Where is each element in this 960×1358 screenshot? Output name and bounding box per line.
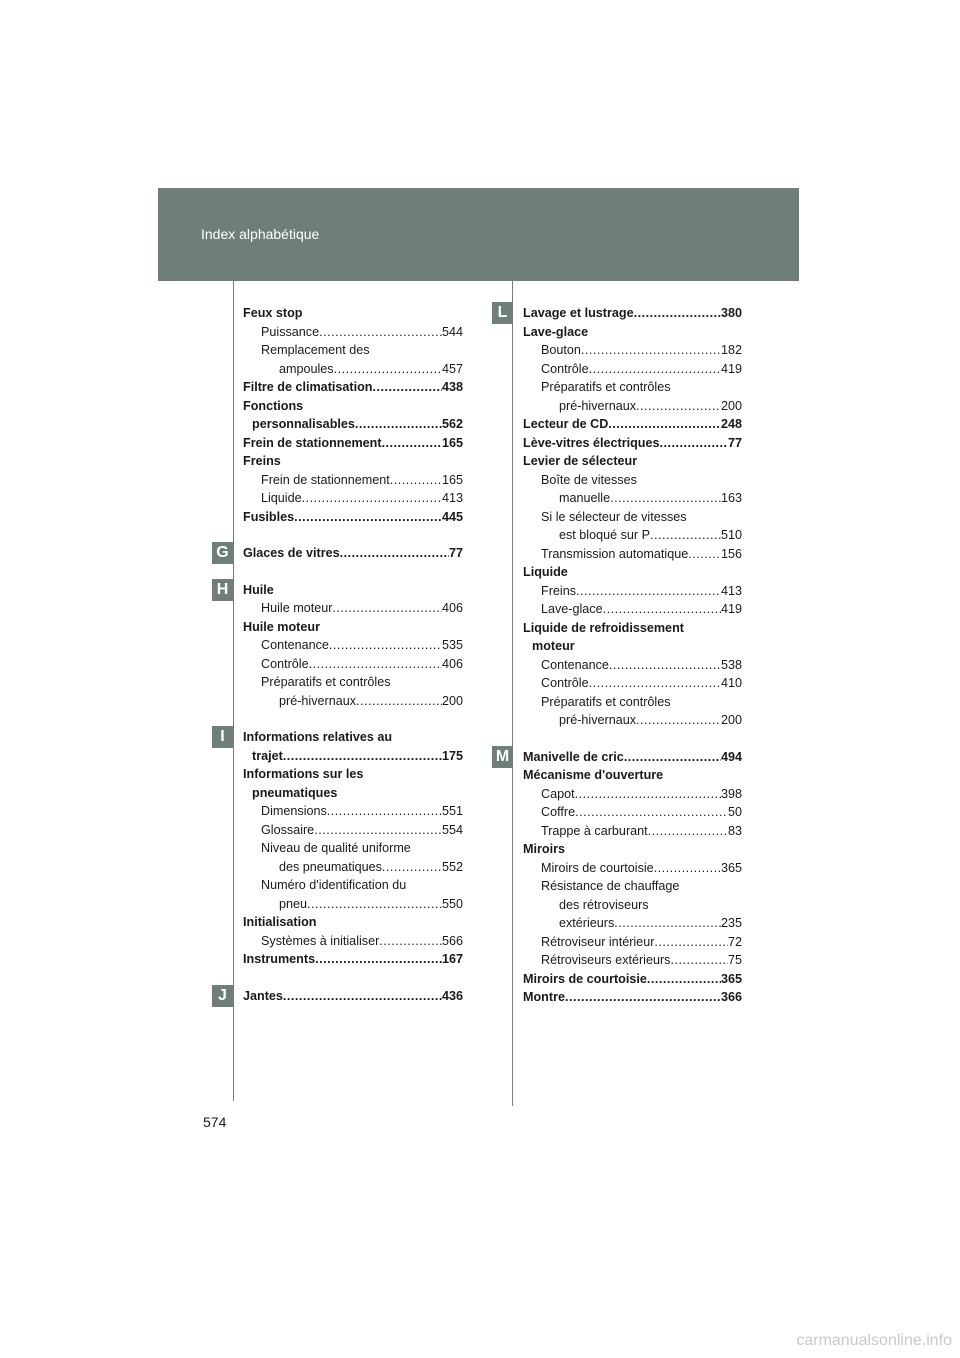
index-subentry <box>523 711 742 730</box>
entry-label: Huile moteur <box>261 601 333 615</box>
index-entry-heading <box>523 323 742 342</box>
dot-leader <box>379 932 442 951</box>
index-subentry <box>523 896 742 915</box>
dot-leader <box>372 378 442 397</box>
entry-page-number[interactable]: 156 <box>720 546 742 561</box>
dot-leader <box>581 341 721 360</box>
entry-page-number[interactable]: 163 <box>720 491 742 505</box>
entry-page-number[interactable]: 406 <box>441 656 463 671</box>
entry-label: des pneumatiques <box>279 859 382 874</box>
index-entry-heading <box>243 987 463 1006</box>
entry-page-number[interactable]: 566 <box>441 933 463 948</box>
entry-page-number[interactable]: 165 <box>441 435 463 450</box>
entry-label: Miroirs de courtoisie <box>523 971 647 986</box>
dot-leader <box>565 988 721 1007</box>
entry-page-number[interactable]: 175 <box>441 748 463 763</box>
entry-label: moteur <box>532 639 575 653</box>
entry-label: pneu <box>279 896 308 911</box>
dot-leader <box>614 914 721 933</box>
entry-label: Glossaire <box>261 822 315 837</box>
entry-page-number[interactable]: 77 <box>448 546 463 560</box>
dot-leader <box>624 748 721 767</box>
dot-leader <box>648 822 728 841</box>
entry-label: Liquide <box>523 565 568 579</box>
index-subentry <box>523 914 742 933</box>
entry-label: Jantes <box>243 988 283 1003</box>
entry-label: pré-hivernaux <box>559 713 637 727</box>
dot-leader <box>609 656 721 675</box>
dot-leader <box>654 933 728 952</box>
entry-label: Informations relatives au <box>243 730 393 744</box>
index-entry-heading <box>243 581 463 600</box>
entry-label: Liquide de refroidissement <box>523 620 684 635</box>
dot-leader <box>636 397 721 416</box>
entry-label: Frein de stationnement <box>243 435 382 450</box>
section-letter-tab-j: J <box>212 985 233 1007</box>
dot-leader <box>603 600 721 619</box>
entry-label: Contrôle <box>261 656 309 671</box>
dot-leader <box>283 747 442 766</box>
entry-page-number[interactable]: 83 <box>727 823 742 838</box>
dot-leader <box>589 360 721 379</box>
entry-label: Miroirs de courtoisie <box>541 860 654 875</box>
index-subentry <box>523 360 742 379</box>
dot-leader <box>650 526 721 545</box>
index-entry-heading <box>243 397 463 416</box>
entry-label: trajet <box>252 748 283 763</box>
entry-page-number[interactable]: 552 <box>441 859 463 874</box>
entry-label: Freins <box>541 583 576 598</box>
entry-label: Coffre <box>541 805 576 819</box>
index-entry-heading <box>243 378 463 397</box>
index-entry-heading <box>523 988 742 1007</box>
entry-page-number[interactable]: 235 <box>720 916 742 930</box>
dot-leader <box>319 323 442 342</box>
entry-label: Puissance <box>261 324 320 339</box>
index-entry-heading <box>523 637 742 656</box>
dot-leader <box>314 821 442 840</box>
dot-leader <box>382 434 442 453</box>
entry-label: Feux stop <box>243 306 303 320</box>
entry-label: Initialisation <box>243 915 317 929</box>
index-entry-heading <box>243 747 463 766</box>
index-subentry <box>523 582 742 601</box>
entry-label: Lavage et lustrage <box>523 306 634 320</box>
dot-leader <box>688 545 721 564</box>
index-subentry <box>243 932 463 951</box>
section-letter-tab-h: H <box>212 579 233 601</box>
dot-leader <box>283 987 442 1006</box>
index-entry-heading <box>243 618 463 637</box>
index-subentry <box>243 341 463 360</box>
index-subentry <box>523 859 742 878</box>
section-letter-tab-i: I <box>212 726 233 748</box>
dot-leader <box>382 858 442 877</box>
dot-leader <box>315 950 442 969</box>
entry-page-number[interactable]: 365 <box>720 860 742 875</box>
entry-label: Frein de stationnement <box>261 472 390 487</box>
index-entry-heading <box>523 840 742 859</box>
entry-page-number[interactable]: 419 <box>720 602 742 616</box>
entry-label: extérieurs <box>559 916 615 930</box>
dot-leader <box>340 544 449 563</box>
entry-label: Boîte de vitesses <box>541 472 637 487</box>
dot-leader <box>329 636 442 655</box>
entry-label: Dimensions <box>261 804 327 818</box>
index-entry-heading <box>523 748 742 767</box>
entry-label: Liquide <box>261 491 302 505</box>
dot-leader <box>670 951 728 970</box>
entry-page-number[interactable]: 50 <box>727 805 742 819</box>
index-subentry <box>523 785 742 804</box>
index-subentry <box>523 877 742 896</box>
entry-label: Systèmes à initialiser <box>261 933 380 948</box>
entry-label: Lave-glace <box>541 602 603 616</box>
entry-page-number[interactable]: 200 <box>720 713 742 727</box>
entry-label: Rétroviseurs extérieurs <box>541 953 671 967</box>
entry-label: Montre <box>523 990 565 1004</box>
index-subentry <box>243 839 463 858</box>
dot-leader <box>294 508 442 527</box>
entry-page-number[interactable]: 75 <box>727 953 742 967</box>
entry-label: pré-hivernaux <box>559 398 637 413</box>
entry-label: Si le sélecteur de vitesses <box>541 509 687 524</box>
entry-label: Fusibles <box>243 509 295 524</box>
dot-leader <box>327 802 442 821</box>
entry-label: Résistance de chauffage <box>541 879 680 893</box>
index-subentry <box>523 600 742 619</box>
entry-page-number[interactable]: 494 <box>720 749 742 764</box>
index-subentry <box>243 471 463 490</box>
left-margin-rule <box>233 281 234 1101</box>
index-subentry <box>243 858 463 877</box>
entry-label: Mécanisme d'ouverture <box>523 768 664 782</box>
entry-label: manuelle <box>559 491 611 505</box>
entry-label: ampoules <box>279 361 334 376</box>
entry-label: est bloqué sur P <box>559 528 651 542</box>
index-subentry <box>243 673 463 692</box>
entry-page-number[interactable]: 200 <box>720 398 742 413</box>
index-subentry <box>243 360 463 379</box>
index-entry-heading <box>523 619 742 638</box>
entry-label: Niveau de qualité uniforme <box>261 841 411 855</box>
index-entry-heading <box>243 950 463 969</box>
index-entry-heading <box>523 563 742 582</box>
entry-page-number[interactable]: 457 <box>441 361 463 376</box>
index-entry-heading <box>243 728 463 747</box>
entry-label: Préparatifs et contrôles <box>541 694 671 709</box>
entry-label: Fonctions <box>243 398 304 413</box>
index-entry-heading <box>523 434 742 453</box>
index-subentry <box>243 599 463 618</box>
entry-page-number[interactable]: 165 <box>441 472 463 487</box>
entry-page-number[interactable]: 410 <box>720 676 742 690</box>
entry-page-number[interactable]: 380 <box>720 306 742 320</box>
dot-leader <box>309 655 442 674</box>
index-subentry <box>523 656 742 675</box>
entry-label: Glaces de vitres <box>243 546 340 560</box>
index-subentry <box>523 489 742 508</box>
index-subentry <box>523 378 742 397</box>
entry-label: Rétroviseur intérieur <box>541 934 655 949</box>
index-subentry <box>243 655 463 674</box>
entry-page-number[interactable]: 72 <box>727 934 742 949</box>
entry-label: pneumatiques <box>252 785 338 800</box>
dot-leader <box>610 489 721 508</box>
entry-label: Contenance <box>541 657 609 672</box>
entry-page-number[interactable]: 167 <box>441 952 463 966</box>
dot-leader <box>332 599 442 618</box>
entry-page-number[interactable]: 413 <box>720 583 742 598</box>
entry-label: Contenance <box>261 638 329 652</box>
entry-page-number[interactable]: 413 <box>441 491 463 505</box>
index-subentry <box>243 636 463 655</box>
header-title: Index alphabétique <box>201 226 320 242</box>
dot-leader <box>355 415 442 434</box>
entry-label: Préparatifs et contrôles <box>541 380 671 394</box>
dot-leader <box>660 434 728 453</box>
dot-leader <box>576 582 721 601</box>
index-subentry <box>523 803 742 822</box>
entry-page-number[interactable]: 551 <box>441 804 463 818</box>
index-subentry <box>523 933 742 952</box>
section-letter-tab-m: M <box>492 746 513 768</box>
index-subentry <box>523 397 742 416</box>
dot-leader <box>647 970 721 989</box>
index-subentry <box>243 802 463 821</box>
entry-label: Freins <box>243 454 281 468</box>
dot-leader <box>302 489 442 508</box>
entry-page-number[interactable]: 436 <box>441 988 463 1003</box>
section-letter-tab-l: L <box>492 302 513 324</box>
index-subentry <box>523 526 742 545</box>
index-subentry <box>243 692 463 711</box>
section-letter-tab-g: G <box>212 542 233 564</box>
entry-page-number[interactable]: 510 <box>720 528 742 542</box>
entry-label: Instruments <box>243 952 316 966</box>
index-subentry <box>523 693 742 712</box>
index-entry-heading <box>243 913 463 932</box>
index-subentry <box>243 876 463 895</box>
index-subentry <box>243 323 463 342</box>
entry-label: personnalisables <box>252 417 355 431</box>
dot-leader <box>575 803 728 822</box>
index-subentry <box>523 508 742 527</box>
index-entry-heading <box>523 970 742 989</box>
entry-label: Lecteur de CD <box>523 417 609 431</box>
entry-label: Huile <box>243 582 274 597</box>
index-subentry <box>243 489 463 508</box>
entry-label: Contrôle <box>541 676 589 690</box>
entry-page-number[interactable]: 419 <box>720 361 742 376</box>
index-entry-heading <box>523 415 742 434</box>
entry-label: Manivelle de cric <box>523 749 624 764</box>
entry-page-number[interactable]: 182 <box>720 343 742 357</box>
entry-page-number[interactable]: 445 <box>441 509 463 524</box>
index-entry-heading <box>523 452 742 471</box>
index-entry-heading <box>243 508 463 527</box>
dot-leader <box>356 692 442 711</box>
entry-page-number[interactable]: 535 <box>441 638 463 652</box>
dot-leader <box>589 674 721 693</box>
entry-page-number[interactable]: 554 <box>441 822 463 837</box>
column-divider <box>512 281 513 1106</box>
entry-label: Huile moteur <box>243 619 320 634</box>
index-entry-heading <box>243 304 463 323</box>
dot-leader <box>608 415 721 434</box>
index-entry-heading <box>523 304 742 323</box>
dot-leader <box>634 304 721 323</box>
header-band <box>158 188 799 281</box>
entry-label: Numéro d'identification du <box>261 878 407 892</box>
entry-label: Filtre de climatisation <box>243 380 373 394</box>
entry-page-number[interactable]: 544 <box>441 324 463 339</box>
index-entry-heading <box>243 452 463 471</box>
entry-label: Trappe à carburant <box>541 823 648 838</box>
entry-label: des rétroviseurs <box>559 897 649 912</box>
dot-leader <box>307 895 442 914</box>
entry-page-number[interactable]: 77 <box>727 435 742 450</box>
index-entry-heading <box>243 765 463 784</box>
dot-leader <box>575 785 721 804</box>
entry-label: Bouton <box>541 343 581 357</box>
entry-label: Informations sur les <box>243 767 364 781</box>
entry-label: Préparatifs et contrôles <box>261 675 391 689</box>
index-subentry <box>523 822 742 841</box>
index-entry-heading <box>243 784 463 803</box>
entry-page-number[interactable]: 366 <box>720 990 742 1004</box>
page-number: 574 <box>203 1114 227 1130</box>
index-subentry <box>243 821 463 840</box>
entry-label: Miroirs <box>523 842 565 856</box>
index-subentry <box>523 545 742 564</box>
index-entry-heading <box>243 544 463 563</box>
entry-page-number[interactable]: 538 <box>720 657 742 672</box>
entry-page-number[interactable]: 562 <box>441 417 463 431</box>
entry-label: pré-hivernaux <box>279 693 357 708</box>
entry-label: Lève-vitres électriques <box>523 435 660 450</box>
entry-label: Remplacement des <box>261 343 370 357</box>
entry-page-number[interactable]: 438 <box>441 380 463 394</box>
entry-page-number[interactable]: 200 <box>441 693 463 708</box>
entry-label: Capot <box>541 786 575 801</box>
index-entry-heading <box>523 766 742 785</box>
index-entry-heading <box>243 434 463 453</box>
index-entry-heading <box>243 415 463 434</box>
dot-leader <box>654 859 721 878</box>
entry-page-number[interactable]: 365 <box>720 971 742 986</box>
entry-page-number[interactable]: 550 <box>441 896 463 911</box>
dot-leader <box>390 471 442 490</box>
index-subentry <box>243 895 463 914</box>
index-subentry <box>523 471 742 490</box>
entry-label: Transmission automatique <box>541 546 689 561</box>
dot-leader <box>636 711 721 730</box>
entry-label: Contrôle <box>541 361 589 376</box>
entry-label: Lave-glace <box>523 324 589 339</box>
entry-page-number[interactable]: 398 <box>720 786 742 801</box>
dot-leader <box>334 360 442 379</box>
footer-watermark[interactable]: carmanualsonline.info <box>796 1332 952 1349</box>
index-subentry <box>523 674 742 693</box>
index-subentry <box>523 341 742 360</box>
entry-page-number[interactable]: 406 <box>441 601 463 615</box>
entry-page-number[interactable]: 248 <box>720 417 742 431</box>
entry-label: Levier de sélecteur <box>523 454 638 468</box>
index-subentry <box>523 951 742 970</box>
